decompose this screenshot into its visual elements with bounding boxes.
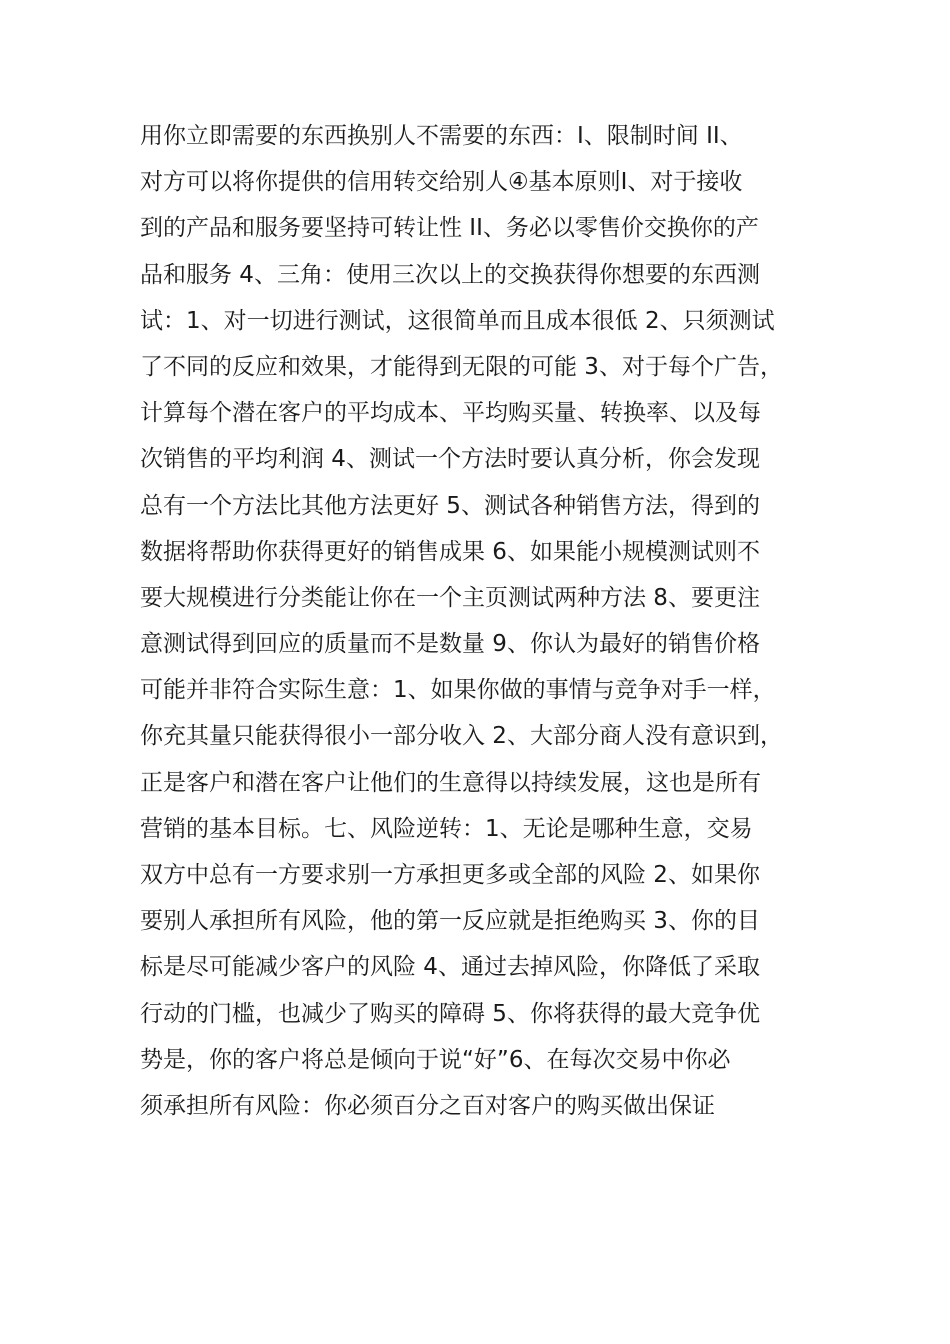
text-line: 试：1、对一切进行测试，这很简单而且成本很低 2、只须测试 <box>140 307 775 334</box>
text-line: 次销售的平均利润 4、测试一个方法时要认真分析，你会发现 <box>140 446 760 473</box>
text-line: 数据将帮助你获得更好的销售成果 6、如果能小规模测试则不 <box>140 538 760 565</box>
text-line: 对方可以将你提供的信用转交给别人④基本原则Ⅰ、对于接收 <box>140 169 743 196</box>
text-line: 行动的门槛，也减少了购买的障碍 5、你将获得的最大竞争优 <box>140 1000 760 1027</box>
text-line: 要别人承担所有风险，他的第一反应就是拒绝购买 3、你的目 <box>140 908 760 935</box>
text-line: 营销的基本目标。七、风险逆转：1、无论是哪种生意，交易 <box>140 815 753 842</box>
text-line: 要大规模进行分类能让你在一个主页测试两种方法 8、要更注 <box>140 584 760 611</box>
text-line: 标是尽可能减少客户的风险 4、通过去掉风险，你降低了采取 <box>140 954 760 981</box>
text-line: 计算每个潜在客户的平均成本、平均购买量、转换率、以及每 <box>140 400 761 427</box>
body-text <box>140 113 820 1129</box>
text-line: 到的产品和服务要坚持可转让性 II、务必以零售价交换你的产 <box>140 215 759 242</box>
text-line: 了不同的反应和效果，才能得到无限的可能 3、对于每个广告， <box>140 353 783 380</box>
text-line: 总有一个方法比其他方法更好 5、测试各种销售方法，得到的 <box>140 492 760 519</box>
text-line: 用你立即需要的东西换别人不需要的东西：Ⅰ、限制时间 II、 <box>140 123 743 149</box>
text-line: 品和服务 4、三角：使用三次以上的交换获得你想要的东西测 <box>140 261 760 288</box>
text-line: 可能并非符合实际生意：1、如果你做的事情与竞争对手一样， <box>140 677 776 704</box>
text-line: 双方中总有一方要求别一方承担更多或全部的风险 2、如果你 <box>140 862 760 888</box>
text-line: 你充其量只能获得很小一部分收入 2、大部分商人没有意识到， <box>140 723 783 750</box>
text-line: 正是客户和潜在客户让他们的生意得以持续发展，这也是所有 <box>140 769 761 796</box>
text-line: 须承担所有风险：你必须百分之百对客户的购买做出保证 <box>140 1092 715 1119</box>
text-line: 意测试得到回应的质量而不是数量 9、你认为最好的销售价格 <box>140 631 760 658</box>
text-line: 势是，你的客户将总是倾向于说“好”6、在每次交易中你必 <box>140 1046 731 1073</box>
